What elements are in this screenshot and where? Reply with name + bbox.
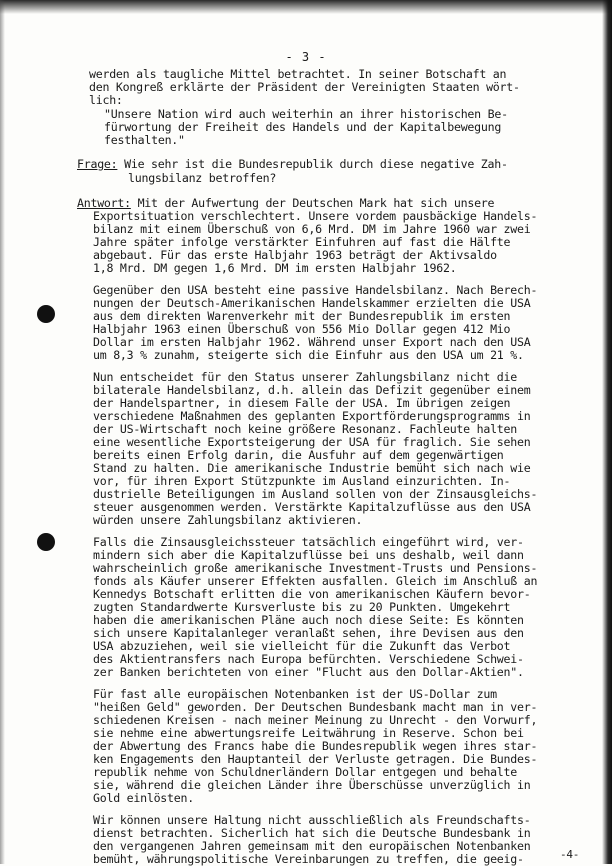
text-line — [93, 409, 530, 423]
line-text: bereits einen Erfolg darin, die Ausfuhr auf dem gegenwärtigen — [93, 448, 504, 462]
text-line — [93, 235, 510, 249]
line-text: Dollar im ersten Halbjahr 1962. Während unser Export nach den USA — [93, 335, 531, 349]
text-line — [93, 422, 517, 436]
line-text: lungsbilanz betroffen? — [128, 171, 277, 185]
scan-shadow-top — [0, 0, 612, 14]
text-line — [93, 209, 537, 223]
page-number: - 3 - — [285, 50, 327, 64]
text-line — [93, 652, 524, 666]
text-line — [93, 791, 194, 805]
line-text: den vergangenen Jahren gemeinsam mit den europäischen Notenbanken — [93, 839, 531, 853]
text-line — [93, 383, 530, 397]
text-line — [93, 700, 537, 714]
text-line — [93, 548, 524, 562]
text-line — [93, 448, 504, 462]
scan-shadow-left — [0, 0, 5, 864]
text-line — [93, 461, 530, 475]
text-line — [93, 826, 530, 840]
text-line — [93, 248, 497, 262]
line-text: Wir können unsere Haltung nicht ausschließlich als Freundschafts- — [93, 813, 531, 827]
text-line — [93, 639, 510, 653]
labeled-text-line — [77, 157, 508, 171]
text-line — [93, 474, 510, 488]
text-line — [128, 171, 276, 185]
line-text: republik nehme von Schuldnerländern Dollar entgegen und behalte — [93, 765, 517, 779]
text-line — [93, 435, 530, 449]
next-page-marker: -4- — [560, 848, 580, 861]
text-line — [104, 120, 501, 134]
text-line — [93, 296, 530, 310]
text-line — [93, 626, 524, 640]
line-text: fonds als Käufer unserer Effekten ausfallen. Gleich im Anschluß an — [93, 574, 538, 588]
line-text: bilanz mit einem Überschuß von 6,6 Mrd. DM im Jahre 1960 war zwei — [93, 222, 531, 236]
text-line — [93, 574, 537, 588]
text-line — [89, 80, 520, 94]
text-line — [93, 687, 497, 701]
line-text: Wie sehr ist die Bundesrepublik durch diese negative Zah- — [117, 157, 508, 171]
text-line — [93, 726, 524, 740]
text-line — [93, 283, 537, 297]
line-text: ken Engagements den Hauptanteil der Verluste getragen. Die Bundes- — [93, 752, 538, 766]
line-text: würden unsere Zahlungsbilanz aktivieren. — [93, 513, 363, 527]
text-line — [89, 93, 123, 107]
line-text: des Aktientransfers nach Europa befürchten. Verschiedene Schwei- — [93, 652, 524, 666]
text-line — [93, 813, 530, 827]
line-text: sie nehme eine abwertungsreife Leitwährung in Reserve. Schon bei — [93, 726, 524, 740]
text-line — [104, 133, 185, 147]
line-text: der Abwertung des Francs habe die Bundesrepublik wegen ihres star- — [93, 739, 538, 753]
text-line — [93, 739, 537, 753]
line-text: eine wesentliche Exportsteigerung der USA für fraglich. Sie sehen — [93, 435, 531, 449]
line-text: Für fast alle europäischen Notenbanken ist der US-Dollar zum — [93, 687, 497, 701]
text-line — [93, 487, 537, 501]
text-line — [93, 600, 510, 614]
line-text: USA abzuziehen, weil sie vielleicht für die Zukunft das Verbot — [93, 639, 511, 653]
line-text: haben die amerikanischen Pläne auch noch diese Seite: Es könnten — [93, 613, 524, 627]
line-text: den Kongreß erklärte der Präsident der Vereinigten Staaten wört- — [89, 80, 520, 94]
line-text: lich: — [89, 93, 123, 107]
text-line — [104, 107, 508, 121]
line-text: 1,8 Mrd. DM gegen 1,6 Mrd. DM im ersten Halbjahr 1962. — [93, 261, 457, 275]
text-line — [93, 839, 530, 853]
line-text: wahrscheinlich große amerikanische Investment-Trusts und Pensions- — [93, 561, 538, 575]
line-text: schiedenen Kreisen - nach meiner Meinung zu Unrecht - den Vorwurf, — [93, 713, 538, 727]
text-line — [93, 561, 537, 575]
text-line — [93, 322, 510, 336]
line-text: steuer ausgenommen werden. Verstärkte Kapitalzuflüsse aus den USA — [93, 500, 531, 514]
line-text: fürwortung der Freiheit des Handels und der Kapitalbewegung — [104, 120, 502, 134]
line-text: bilaterale Handelsbilanz, d.h. allein das Defizit gegenüber einem — [93, 383, 531, 397]
text-line — [93, 713, 537, 727]
text-line — [93, 513, 362, 527]
line-text: der Handelspartner, in diesem Falle der USA. Im übrigen zeigen — [93, 396, 511, 410]
line-text: werden als taugliche Mittel betrachtet. In seiner Botschaft an — [89, 67, 507, 81]
labeled-text-line — [77, 196, 494, 210]
line-text: vor, für ihren Export Stützpunkte im Ausland einzurichten. In- — [93, 474, 511, 488]
text-line — [93, 261, 456, 275]
text-line — [93, 309, 510, 323]
text-line — [93, 500, 530, 514]
text-line — [93, 765, 517, 779]
line-text: mindern sich aber die Kapitalzuflüsse bei uns deshalb, weil dann — [93, 548, 524, 562]
line-text: Falls die Zinsausgleichssteuer tatsächlich eingeführt wird, ver- — [93, 535, 524, 549]
section-label: Antwort: — [77, 196, 131, 210]
line-text: abgebaut. Für das erste Halbjahr 1963 beträgt der Aktivsaldo — [93, 248, 497, 262]
punch-hole-upper — [37, 305, 55, 323]
line-text: Stand zu halten. Die amerikanische Industrie bemüht sich nach wie — [93, 461, 531, 475]
line-text: zer Banken berichteten von einer "Flucht aus den Dollar-Aktien". — [93, 665, 524, 679]
line-text: Exportsituation verschlechtert. Unsere vordem pausbäckige Handels- — [93, 209, 538, 223]
line-text: Kennedys Botschaft erlitten die von amerikanischen Käufern bevor- — [93, 587, 531, 601]
line-text: festhalten." — [104, 133, 185, 147]
line-text: um 8,3 % zunahm, steigerte sich die Einfuhr aus den USA um 21 %. — [93, 348, 524, 362]
line-text: dustrielle Beteiligungen im Ausland sollen von der Zinsausgleichs- — [93, 487, 538, 501]
line-text: Jahre später infolge verstärkter Einfuhren auf fast die Hälfte — [93, 235, 511, 249]
line-text: sich unsere Kapitalanleger veranlaßt sehen, ihre Devisen aus den — [93, 626, 524, 640]
scan-shadow-right — [602, 0, 612, 864]
line-text: dienst betrachten. Sicherlich hat sich die Deutsche Bundesbank in — [93, 826, 531, 840]
line-text: Nun entscheidet für den Status unserer Zahlungsbilanz nicht die — [93, 370, 517, 384]
line-text: Gegenüber den USA besteht eine passive Handelsbilanz. Nach Berech- — [93, 283, 538, 297]
text-line — [93, 335, 530, 349]
punch-hole-lower — [37, 533, 55, 551]
section-label: Frage: — [77, 157, 118, 171]
line-text: aus dem direkten Warenverkehr mit der Bundesrepublik im ersten — [93, 309, 511, 323]
text-line — [89, 67, 506, 81]
text-line — [93, 778, 530, 792]
line-text: nungen der Deutsch-Amerikanischen Handelskammer erzielten die USA — [93, 296, 531, 310]
line-text: verschiedene Maßnahmen des geplanten Exportförderungsprogramms in — [93, 409, 531, 423]
text-line — [93, 396, 510, 410]
text-line — [93, 587, 530, 601]
line-text: der US-Wirtschaft noch keine größere Resonanz. Fachleute halten — [93, 422, 517, 436]
line-text: "heißen Geld" geworden. Der Deutschen Bundesbank macht man in ver- — [93, 700, 538, 714]
text-line — [93, 370, 517, 384]
text-line — [93, 665, 524, 679]
line-text: "Unsere Nation wird auch weiterhin an ihrer historischen Be- — [104, 107, 508, 121]
line-text: sie, während die gleichen Länder ihre Überschüsse unverzüglich in — [93, 778, 531, 792]
line-text: Gold einlösten. — [93, 791, 194, 805]
text-line — [93, 222, 530, 236]
line-text: Halbjahr 1963 einen Überschuß von 556 Mio Dollar gegen 412 Mio — [93, 322, 511, 336]
line-text: zugten Standardwerte Kursverluste bis zu 20 Punkten. Umgekehrt — [93, 600, 511, 614]
text-line — [93, 535, 524, 549]
line-text: Mit der Aufwertung der Deutschen Mark hat sich unsere — [130, 196, 495, 210]
text-line — [93, 752, 537, 766]
text-line — [93, 613, 524, 627]
text-line — [93, 348, 524, 362]
line-text: bemüht, währungspolitische Vereinbarungen zu treffen, die geeig- — [93, 852, 524, 866]
